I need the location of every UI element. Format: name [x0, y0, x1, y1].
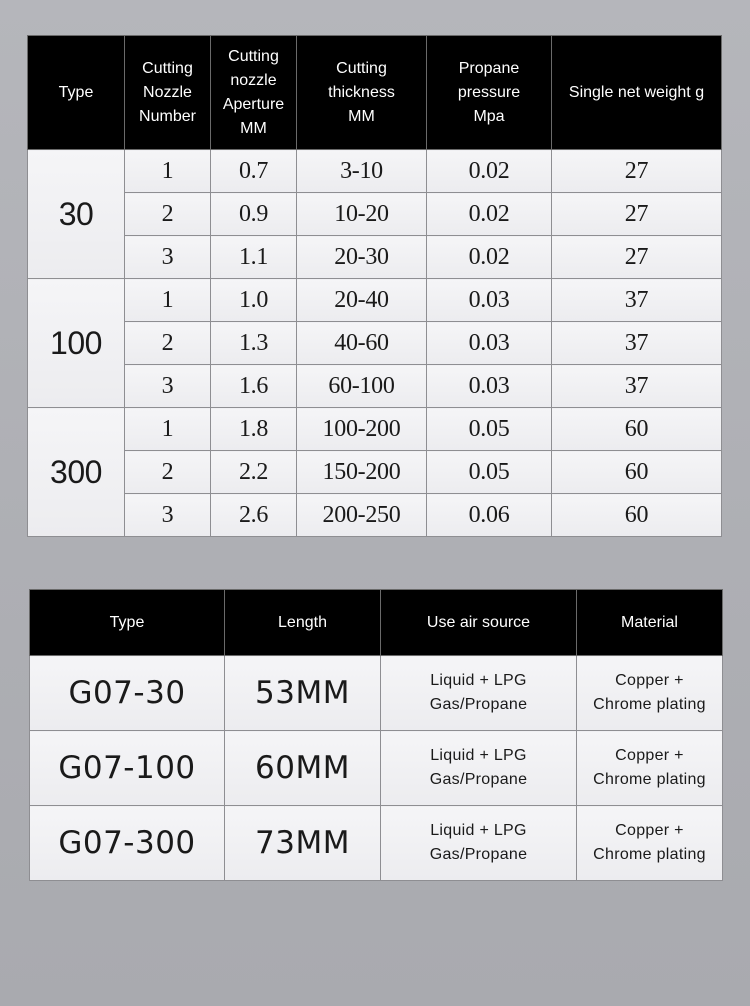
pressure-cell: 0.02 — [427, 193, 552, 236]
nozzle-cell: 3 — [125, 494, 211, 537]
pressure-cell: 0.02 — [427, 150, 552, 193]
air-source-cell — [381, 656, 577, 731]
length-cell: 53MM — [225, 656, 381, 731]
nozzle-cell: 3 — [125, 365, 211, 408]
material-line: Copper + — [615, 747, 684, 764]
table-row — [28, 451, 722, 494]
header-nozzle-number — [125, 36, 211, 150]
type-cell: 100 — [28, 279, 125, 408]
nozzle-cell: 2 — [125, 451, 211, 494]
length-cell: 73MM — [225, 806, 381, 881]
thickness-cell: 60-100 — [297, 365, 427, 408]
table-row — [28, 365, 722, 408]
air-source-cell — [381, 806, 577, 881]
pressure-cell: 0.03 — [427, 279, 552, 322]
pressure-cell: 0.02 — [427, 236, 552, 279]
model-type-cell: G07-30 — [30, 656, 225, 731]
nozzle-cell: 3 — [125, 236, 211, 279]
weight-cell: 27 — [552, 236, 722, 279]
weight-cell: 37 — [552, 322, 722, 365]
table-row — [28, 494, 722, 537]
spec-header-row — [28, 36, 722, 150]
material-line: Chrome plating — [593, 846, 706, 863]
air-source-cell — [381, 731, 577, 806]
model-header-row — [30, 590, 723, 656]
nozzle-cell: 2 — [125, 322, 211, 365]
header-line: Nozzle — [143, 83, 192, 101]
weight-cell: 37 — [552, 279, 722, 322]
model-type-cell: G07-300 — [30, 806, 225, 881]
header-line: Single net weight g — [568, 83, 705, 101]
pressure-cell: 0.05 — [427, 451, 552, 494]
air-source-line: Liquid + LPG — [430, 747, 527, 764]
aperture-cell: 2.2 — [211, 451, 297, 494]
header-line: Aperture — [222, 95, 285, 113]
header-line: Propane — [458, 59, 520, 77]
pressure-cell: 0.03 — [427, 365, 552, 408]
header-thickness — [297, 36, 427, 150]
spec-table — [27, 35, 722, 537]
table-row — [30, 806, 723, 881]
aperture-cell: 1.0 — [211, 279, 297, 322]
thickness-cell: 150-200 — [297, 451, 427, 494]
aperture-cell: 1.3 — [211, 322, 297, 365]
aperture-cell: 2.6 — [211, 494, 297, 537]
pressure-cell: 0.03 — [427, 322, 552, 365]
aperture-cell: 1.8 — [211, 408, 297, 451]
weight-cell: 60 — [552, 408, 722, 451]
table-row — [28, 193, 722, 236]
header-length: Length — [225, 590, 381, 656]
pressure-cell: 0.06 — [427, 494, 552, 537]
weight-cell: 60 — [552, 451, 722, 494]
table-row — [28, 408, 722, 451]
weight-cell: 37 — [552, 365, 722, 408]
nozzle-cell: 1 — [125, 408, 211, 451]
thickness-cell: 10-20 — [297, 193, 427, 236]
length-cell: 60MM — [225, 731, 381, 806]
aperture-cell: 1.6 — [211, 365, 297, 408]
nozzle-cell: 2 — [125, 193, 211, 236]
weight-cell: 60 — [552, 494, 722, 537]
header-line: MM — [240, 119, 267, 137]
thickness-cell: 200-250 — [297, 494, 427, 537]
header-line: Type — [58, 83, 94, 101]
material-line: Copper + — [615, 822, 684, 839]
header-aperture — [211, 36, 297, 150]
header-line: Cutting — [228, 47, 279, 65]
nozzle-cell: 1 — [125, 279, 211, 322]
type-cell: 30 — [28, 150, 125, 279]
header-type — [28, 36, 125, 150]
air-source-line: Liquid + LPG — [430, 672, 527, 689]
table-row — [28, 322, 722, 365]
thickness-cell: 20-30 — [297, 236, 427, 279]
aperture-cell: 0.9 — [211, 193, 297, 236]
header-line: nozzle — [230, 71, 277, 89]
model-table — [29, 589, 723, 881]
model-type-cell: G07-100 — [30, 731, 225, 806]
air-source-line: Gas/Propane — [429, 771, 528, 788]
material-line: Copper + — [615, 672, 684, 689]
material-line: Chrome plating — [593, 696, 706, 713]
header-model-type: Type — [30, 590, 225, 656]
weight-cell: 27 — [552, 150, 722, 193]
material-cell — [577, 806, 723, 881]
weight-cell: 27 — [552, 193, 722, 236]
table-row — [28, 279, 722, 322]
material-cell — [577, 731, 723, 806]
air-source-line: Liquid + LPG — [430, 822, 527, 839]
header-line: Cutting — [336, 59, 387, 77]
header-line: Mpa — [473, 107, 505, 125]
header-pressure — [427, 36, 552, 150]
header-line: Number — [139, 107, 196, 125]
thickness-cell: 3-10 — [297, 150, 427, 193]
air-source-line: Gas/Propane — [429, 846, 528, 863]
header-line: pressure — [457, 83, 521, 101]
aperture-cell: 0.7 — [211, 150, 297, 193]
header-air-source: Use air source — [381, 590, 577, 656]
type-cell: 300 — [28, 408, 125, 537]
material-cell — [577, 656, 723, 731]
pressure-cell: 0.05 — [427, 408, 552, 451]
header-material: Material — [577, 590, 723, 656]
header-weight — [552, 36, 722, 150]
table-row — [28, 150, 722, 193]
air-source-line: Gas/Propane — [429, 696, 528, 713]
nozzle-cell: 1 — [125, 150, 211, 193]
table-row — [30, 656, 723, 731]
table-row — [30, 731, 723, 806]
table-row — [28, 236, 722, 279]
thickness-cell: 40-60 — [297, 322, 427, 365]
material-line: Chrome plating — [593, 771, 706, 788]
aperture-cell: 1.1 — [211, 236, 297, 279]
thickness-cell: 100-200 — [297, 408, 427, 451]
header-line: MM — [348, 107, 375, 125]
thickness-cell: 20-40 — [297, 279, 427, 322]
header-line: Cutting — [142, 59, 193, 77]
header-line: thickness — [328, 83, 395, 101]
